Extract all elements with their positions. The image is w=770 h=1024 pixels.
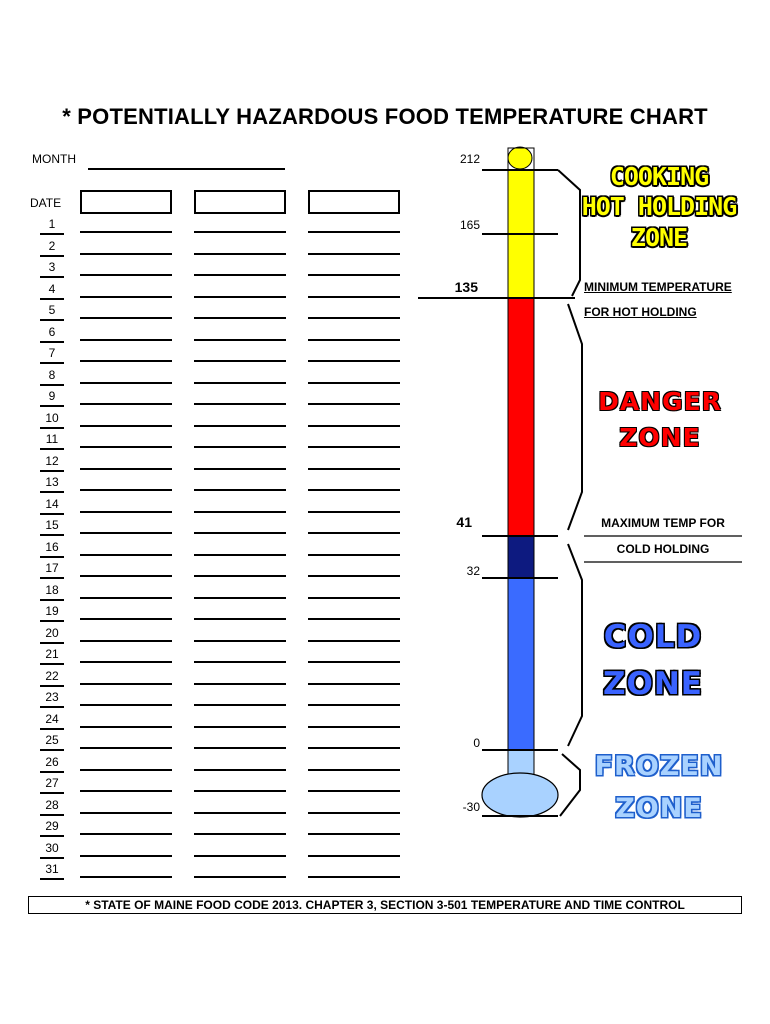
date-number: 17 (45, 561, 59, 575)
min-temp-note-line-2: FOR HOT HOLDING (584, 305, 697, 319)
date-number: 22 (45, 668, 59, 683)
danger-zone-line-2: ZONE (619, 423, 701, 453)
thermometer-top-bulb (508, 147, 532, 169)
date-number: 15 (45, 518, 59, 532)
danger-segment (508, 298, 534, 536)
date-number: 6 (48, 324, 56, 339)
cold-holding-segment (508, 536, 534, 578)
date-number: 11 (45, 432, 59, 446)
date-number: 14 (45, 496, 59, 511)
date-label: DATE (30, 196, 62, 210)
date-number: 5 (48, 303, 56, 317)
tick-212-label: 212 (459, 152, 480, 166)
date-number: 12 (45, 453, 59, 468)
date-number: 4 (48, 281, 56, 296)
date-number: 19 (45, 604, 59, 618)
cold-segment (508, 578, 534, 750)
date-number: 2 (48, 238, 56, 253)
frozen-segment (508, 750, 534, 776)
date-number: 9 (48, 389, 56, 403)
frozen-zone-line-2: ZONE (615, 792, 703, 824)
cooking-zone-line-1: COOKING (609, 162, 709, 191)
tick-135-label: 135 (454, 279, 478, 295)
tick-41-label: 41 (456, 514, 472, 530)
frozen-brace (560, 754, 580, 816)
min-temp-note-line-1: MINIMUM TEMPERATURE (584, 280, 732, 294)
date-number: 18 (45, 582, 59, 597)
date-number: 21 (45, 647, 59, 661)
date-number: 20 (45, 625, 59, 640)
date-number: 31 (45, 862, 59, 876)
tick-0-label: 0 (473, 736, 480, 750)
cold-zone-label (578, 614, 728, 707)
cooking-zone-line-2: HOT HOLDING (581, 192, 737, 222)
date-number: 16 (45, 539, 59, 554)
date-number: 25 (45, 733, 59, 747)
footer-citation: * STATE OF MAINE FOOD CODE 2013. CHAPTER 3, SECTION 3-501 TEMPERATURE AND TIME CONTROL (28, 896, 742, 914)
tick-neg30-label: -30 (462, 800, 480, 814)
date-number: 23 (45, 690, 59, 704)
date-number: 26 (45, 754, 59, 769)
page-title: * POTENTIALLY HAZARDOUS FOOD TEMPERATURE CHART (62, 104, 708, 129)
max-temp-note-line-2: COLD HOLDING (616, 542, 710, 556)
date-number: 3 (48, 260, 56, 274)
date-number: 29 (45, 819, 59, 833)
month-label: MONTH (32, 152, 76, 166)
date-number: 28 (45, 797, 59, 812)
tick-165-label: 165 (459, 218, 480, 232)
date-number: 10 (45, 410, 59, 425)
date-number: 24 (45, 711, 59, 726)
frozen-zone-label (584, 746, 734, 830)
cooking-brace (558, 170, 580, 296)
date-number: 13 (45, 475, 59, 489)
date-number: 30 (45, 840, 59, 855)
date-number: 8 (48, 367, 56, 382)
date-number: 1 (48, 217, 56, 231)
cooking-zone-line-3: ZONE (630, 222, 688, 252)
max-temp-note-line-1: MAXIMUM TEMP FOR (601, 516, 725, 530)
danger-zone-label (580, 384, 740, 457)
date-number: 7 (48, 346, 56, 360)
cooking-zone-label (580, 164, 738, 251)
cold-zone-line-1: COLD (603, 619, 703, 655)
date-number: 27 (45, 776, 59, 790)
thermometer-bulb (482, 773, 558, 817)
danger-zone-line-1: DANGER (598, 387, 722, 416)
frozen-zone-line-1: FROZEN (594, 751, 724, 782)
tick-32-label: 32 (466, 564, 480, 578)
cold-zone-line-2: ZONE (603, 665, 703, 702)
